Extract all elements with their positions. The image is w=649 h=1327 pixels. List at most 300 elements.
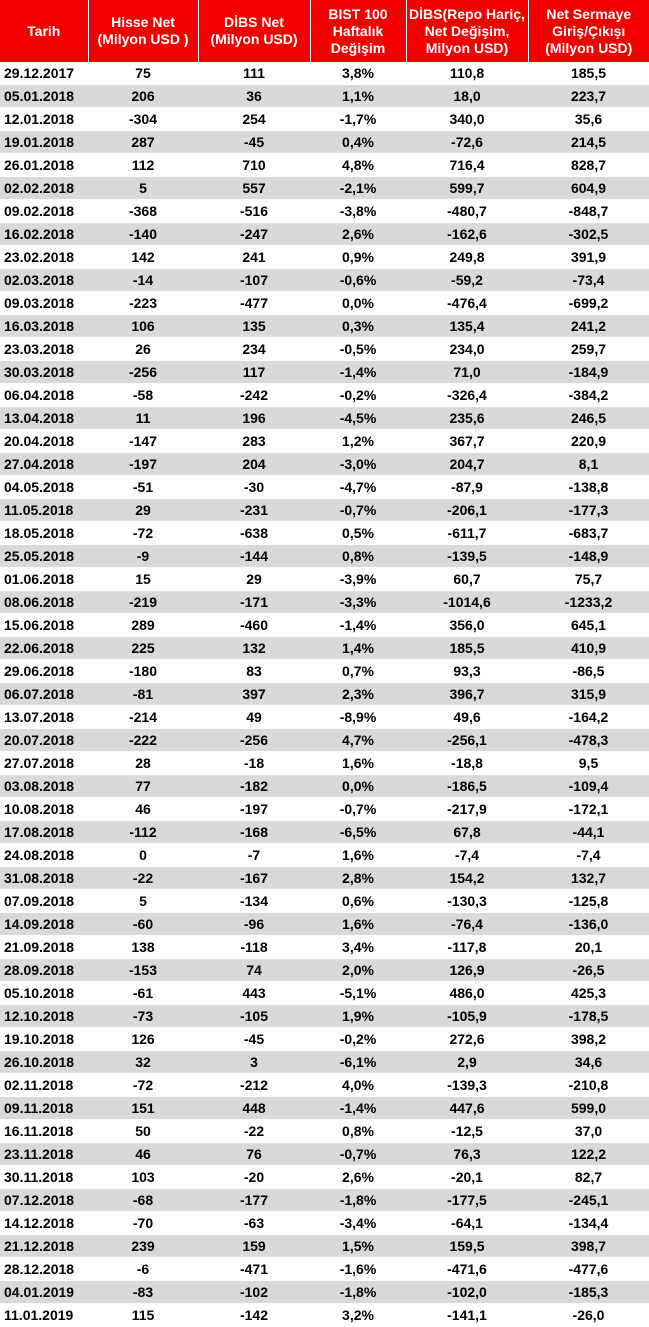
- value-cell: -1,6%: [310, 1258, 406, 1281]
- table-row: [0, 844, 649, 867]
- value-cell: 220,9: [528, 430, 649, 453]
- value-cell: -136,0: [528, 913, 649, 936]
- table-row: [0, 476, 649, 499]
- value-cell: 135,4: [406, 315, 528, 338]
- value-cell: 289: [88, 614, 198, 637]
- value-cell: 204,7: [406, 453, 528, 476]
- table-row: [0, 752, 649, 775]
- value-cell: -7,4: [406, 844, 528, 867]
- value-cell: -134,4: [528, 1212, 649, 1235]
- value-cell: 2,3%: [310, 683, 406, 706]
- date-cell: 04.05.2018: [0, 476, 88, 499]
- value-cell: -1,4%: [310, 614, 406, 637]
- table-row: [0, 821, 649, 844]
- value-cell: -1,8%: [310, 1281, 406, 1304]
- column-header-line: Değişim: [330, 39, 386, 56]
- value-cell: 154,2: [406, 867, 528, 890]
- value-cell: 132,7: [528, 867, 649, 890]
- value-cell: -81: [88, 683, 198, 706]
- date-cell: 31.08.2018: [0, 867, 88, 890]
- date-cell: 20.04.2018: [0, 430, 88, 453]
- value-cell: -638: [198, 522, 310, 545]
- table-row: [0, 361, 649, 384]
- value-cell: -471: [198, 1258, 310, 1281]
- value-cell: -60: [88, 913, 198, 936]
- table-row: [0, 568, 649, 591]
- value-cell: 599,0: [528, 1097, 649, 1120]
- table-row: [0, 798, 649, 821]
- value-cell: -61: [88, 982, 198, 1005]
- value-cell: -59,2: [406, 269, 528, 292]
- value-cell: -130,3: [406, 890, 528, 913]
- value-cell: -368: [88, 200, 198, 223]
- value-cell: 356,0: [406, 614, 528, 637]
- date-cell: 07.09.2018: [0, 890, 88, 913]
- value-cell: -58: [88, 384, 198, 407]
- value-cell: 398,7: [528, 1235, 649, 1258]
- table-row: [0, 1189, 649, 1212]
- value-cell: 0,8%: [310, 545, 406, 568]
- value-cell: 5: [88, 177, 198, 200]
- value-cell: -6,1%: [310, 1051, 406, 1074]
- value-cell: -142: [198, 1304, 310, 1327]
- value-cell: 367,7: [406, 430, 528, 453]
- value-cell: 83: [198, 660, 310, 683]
- date-cell: 29.12.2017: [0, 62, 88, 85]
- date-cell: 30.11.2018: [0, 1166, 88, 1189]
- value-cell: -72,6: [406, 131, 528, 154]
- value-cell: 75: [88, 62, 198, 85]
- table-row: [0, 62, 649, 85]
- date-cell: 20.07.2018: [0, 729, 88, 752]
- value-cell: -1,7%: [310, 108, 406, 131]
- value-cell: -476,4: [406, 292, 528, 315]
- date-cell: 21.09.2018: [0, 936, 88, 959]
- table-body: [0, 62, 649, 1327]
- value-cell: -1,4%: [310, 1097, 406, 1120]
- value-cell: 9,5: [528, 752, 649, 775]
- value-cell: -683,7: [528, 522, 649, 545]
- table-row: [0, 1143, 649, 1166]
- date-cell: 06.07.2018: [0, 683, 88, 706]
- value-cell: 115: [88, 1304, 198, 1327]
- column-header-line: (Milyon USD): [545, 39, 633, 56]
- date-cell: 22.06.2018: [0, 637, 88, 660]
- value-cell: 11: [88, 407, 198, 430]
- value-cell: -480,7: [406, 200, 528, 223]
- table-row: [0, 499, 649, 522]
- date-cell: 11.01.2019: [0, 1304, 88, 1327]
- date-cell: 23.03.2018: [0, 338, 88, 361]
- date-cell: 12.10.2018: [0, 1005, 88, 1028]
- value-cell: -182: [198, 775, 310, 798]
- value-cell: -162,6: [406, 223, 528, 246]
- value-cell: 34,6: [528, 1051, 649, 1074]
- value-cell: -64,1: [406, 1212, 528, 1235]
- value-cell: 828,7: [528, 154, 649, 177]
- value-cell: 340,0: [406, 108, 528, 131]
- value-cell: -73: [88, 1005, 198, 1028]
- value-cell: 443: [198, 982, 310, 1005]
- table-row: [0, 706, 649, 729]
- value-cell: -148,9: [528, 545, 649, 568]
- table-row: [0, 1166, 649, 1189]
- value-cell: -247: [198, 223, 310, 246]
- value-cell: 0,5%: [310, 522, 406, 545]
- value-cell: 0,6%: [310, 890, 406, 913]
- value-cell: -217,9: [406, 798, 528, 821]
- value-cell: -112: [88, 821, 198, 844]
- value-cell: -2,1%: [310, 177, 406, 200]
- value-cell: 272,6: [406, 1028, 528, 1051]
- value-cell: 223,7: [528, 85, 649, 108]
- value-cell: 2,9: [406, 1051, 528, 1074]
- value-cell: 0,9%: [310, 246, 406, 269]
- value-cell: -0,2%: [310, 384, 406, 407]
- value-cell: 1,5%: [310, 1235, 406, 1258]
- table-row: [0, 384, 649, 407]
- date-cell: 02.02.2018: [0, 177, 88, 200]
- date-cell: 16.03.2018: [0, 315, 88, 338]
- table-row: [0, 591, 649, 614]
- value-cell: -7,4: [528, 844, 649, 867]
- value-cell: 239: [88, 1235, 198, 1258]
- value-cell: -184,9: [528, 361, 649, 384]
- value-cell: -4,5%: [310, 407, 406, 430]
- value-cell: 1,6%: [310, 913, 406, 936]
- value-cell: 1,1%: [310, 85, 406, 108]
- value-cell: -210,8: [528, 1074, 649, 1097]
- value-cell: -45: [198, 1028, 310, 1051]
- value-cell: 29: [88, 499, 198, 522]
- table-row: [0, 200, 649, 223]
- value-cell: -477,6: [528, 1258, 649, 1281]
- value-cell: -164,2: [528, 706, 649, 729]
- column-header-line: BIST 100: [328, 5, 388, 22]
- value-cell: -3,0%: [310, 453, 406, 476]
- table-row: [0, 545, 649, 568]
- date-cell: 10.08.2018: [0, 798, 88, 821]
- date-cell: 11.05.2018: [0, 499, 88, 522]
- value-cell: -105,9: [406, 1005, 528, 1028]
- value-cell: 241: [198, 246, 310, 269]
- value-cell: 112: [88, 154, 198, 177]
- value-cell: -6,5%: [310, 821, 406, 844]
- value-cell: -171: [198, 591, 310, 614]
- value-cell: -87,9: [406, 476, 528, 499]
- value-cell: -3,8%: [310, 200, 406, 223]
- date-cell: 29.06.2018: [0, 660, 88, 683]
- value-cell: -144: [198, 545, 310, 568]
- value-cell: -326,4: [406, 384, 528, 407]
- value-cell: -304: [88, 108, 198, 131]
- value-cell: 138: [88, 936, 198, 959]
- value-cell: 1,2%: [310, 430, 406, 453]
- value-cell: -177,3: [528, 499, 649, 522]
- value-cell: 20,1: [528, 936, 649, 959]
- table-row: [0, 246, 649, 269]
- value-cell: -51: [88, 476, 198, 499]
- value-cell: -384,2: [528, 384, 649, 407]
- date-cell: 30.03.2018: [0, 361, 88, 384]
- value-cell: 0: [88, 844, 198, 867]
- value-cell: 196: [198, 407, 310, 430]
- value-cell: 283: [198, 430, 310, 453]
- value-cell: 18,0: [406, 85, 528, 108]
- value-cell: 254: [198, 108, 310, 131]
- date-cell: 13.04.2018: [0, 407, 88, 430]
- value-cell: -206,1: [406, 499, 528, 522]
- column-header-line: DİBS Net: [224, 14, 284, 30]
- value-cell: 204: [198, 453, 310, 476]
- value-cell: -8,9%: [310, 706, 406, 729]
- value-cell: 159,5: [406, 1235, 528, 1258]
- value-cell: 77: [88, 775, 198, 798]
- value-cell: 49: [198, 706, 310, 729]
- value-cell: 1,4%: [310, 637, 406, 660]
- value-cell: 35,6: [528, 108, 649, 131]
- value-cell: 2,0%: [310, 959, 406, 982]
- column-header-line: Tarih: [27, 22, 61, 39]
- date-cell: 08.06.2018: [0, 591, 88, 614]
- date-cell: 02.11.2018: [0, 1074, 88, 1097]
- value-cell: 1,9%: [310, 1005, 406, 1028]
- value-cell: 447,6: [406, 1097, 528, 1120]
- value-cell: -1,4%: [310, 361, 406, 384]
- value-cell: 645,1: [528, 614, 649, 637]
- value-cell: -460: [198, 614, 310, 637]
- column-header-line: Net Değişim,: [424, 22, 510, 39]
- value-cell: -180: [88, 660, 198, 683]
- value-cell: -147: [88, 430, 198, 453]
- value-cell: 76: [198, 1143, 310, 1166]
- value-cell: -45: [198, 131, 310, 154]
- value-cell: 3,2%: [310, 1304, 406, 1327]
- date-cell: 05.10.2018: [0, 982, 88, 1005]
- table-row: [0, 177, 649, 200]
- value-cell: 15: [88, 568, 198, 591]
- value-cell: 49,6: [406, 706, 528, 729]
- table-row: [0, 982, 649, 1005]
- value-cell: -141,1: [406, 1304, 528, 1327]
- value-cell: 448: [198, 1097, 310, 1120]
- table-row: [0, 1258, 649, 1281]
- value-cell: -26,0: [528, 1304, 649, 1327]
- date-cell: 14.12.2018: [0, 1212, 88, 1235]
- date-cell: 06.04.2018: [0, 384, 88, 407]
- value-cell: 4,8%: [310, 154, 406, 177]
- table-row: [0, 637, 649, 660]
- value-cell: 46: [88, 798, 198, 821]
- column-header-5: [528, 0, 649, 62]
- value-cell: 185,5: [528, 62, 649, 85]
- value-cell: -96: [198, 913, 310, 936]
- value-cell: -140: [88, 223, 198, 246]
- value-cell: -177: [198, 1189, 310, 1212]
- date-cell: 01.06.2018: [0, 568, 88, 591]
- value-cell: 132: [198, 637, 310, 660]
- table-row: [0, 1304, 649, 1327]
- value-cell: -109,4: [528, 775, 649, 798]
- value-cell: -177,5: [406, 1189, 528, 1212]
- column-header-line: Milyon USD): [425, 39, 509, 56]
- table-row: [0, 913, 649, 936]
- date-cell: 23.11.2018: [0, 1143, 88, 1166]
- value-cell: -848,7: [528, 200, 649, 223]
- table-row: [0, 614, 649, 637]
- table-row: [0, 1074, 649, 1097]
- table-row: [0, 959, 649, 982]
- table-row: [0, 154, 649, 177]
- value-cell: -70: [88, 1212, 198, 1235]
- table-row: [0, 775, 649, 798]
- date-cell: 15.06.2018: [0, 614, 88, 637]
- value-cell: -168: [198, 821, 310, 844]
- date-cell: 28.12.2018: [0, 1258, 88, 1281]
- value-cell: 76,3: [406, 1143, 528, 1166]
- table-row: [0, 430, 649, 453]
- value-cell: 397: [198, 683, 310, 706]
- date-cell: 03.08.2018: [0, 775, 88, 798]
- table-row: [0, 660, 649, 683]
- value-cell: -1233,2: [528, 591, 649, 614]
- date-cell: 23.02.2018: [0, 246, 88, 269]
- value-cell: 3,8%: [310, 62, 406, 85]
- table-row: [0, 1212, 649, 1235]
- value-cell: -134: [198, 890, 310, 913]
- value-cell: -153: [88, 959, 198, 982]
- value-cell: -0,6%: [310, 269, 406, 292]
- value-cell: -222: [88, 729, 198, 752]
- value-cell: -231: [198, 499, 310, 522]
- value-cell: -22: [88, 867, 198, 890]
- table-row: [0, 453, 649, 476]
- value-cell: 110,8: [406, 62, 528, 85]
- value-cell: -477: [198, 292, 310, 315]
- value-cell: 2,8%: [310, 867, 406, 890]
- date-cell: 25.05.2018: [0, 545, 88, 568]
- date-cell: 04.01.2019: [0, 1281, 88, 1304]
- value-cell: -73,4: [528, 269, 649, 292]
- value-cell: 214,5: [528, 131, 649, 154]
- value-cell: -30: [198, 476, 310, 499]
- value-cell: 0,3%: [310, 315, 406, 338]
- value-cell: -102: [198, 1281, 310, 1304]
- column-header-0: [0, 0, 88, 62]
- value-cell: -478,3: [528, 729, 649, 752]
- value-cell: 3,4%: [310, 936, 406, 959]
- value-cell: 486,0: [406, 982, 528, 1005]
- value-cell: 93,3: [406, 660, 528, 683]
- value-cell: 234: [198, 338, 310, 361]
- value-cell: -107: [198, 269, 310, 292]
- value-cell: -3,4%: [310, 1212, 406, 1235]
- value-cell: 206: [88, 85, 198, 108]
- table-row: [0, 85, 649, 108]
- date-cell: 09.03.2018: [0, 292, 88, 315]
- value-cell: 0,4%: [310, 131, 406, 154]
- value-cell: 710: [198, 154, 310, 177]
- value-cell: -86,5: [528, 660, 649, 683]
- value-cell: -139,3: [406, 1074, 528, 1097]
- value-cell: 396,7: [406, 683, 528, 706]
- value-cell: -83: [88, 1281, 198, 1304]
- date-cell: 02.03.2018: [0, 269, 88, 292]
- value-cell: 259,7: [528, 338, 649, 361]
- date-cell: 27.07.2018: [0, 752, 88, 775]
- value-cell: -699,2: [528, 292, 649, 315]
- column-header-3: [310, 0, 406, 62]
- table-row: [0, 108, 649, 131]
- date-cell: 13.07.2018: [0, 706, 88, 729]
- value-cell: -102,0: [406, 1281, 528, 1304]
- table-row: [0, 683, 649, 706]
- table-row: [0, 1028, 649, 1051]
- table-row: [0, 292, 649, 315]
- value-cell: -1014,6: [406, 591, 528, 614]
- value-cell: 122,2: [528, 1143, 649, 1166]
- value-cell: 142: [88, 246, 198, 269]
- value-cell: 29: [198, 568, 310, 591]
- value-cell: -3,9%: [310, 568, 406, 591]
- column-header-line: DİBS(Repo Hariç,: [409, 5, 525, 22]
- value-cell: 36: [198, 85, 310, 108]
- value-cell: 5: [88, 890, 198, 913]
- value-cell: -72: [88, 1074, 198, 1097]
- value-cell: 234,0: [406, 338, 528, 361]
- value-cell: -4,7%: [310, 476, 406, 499]
- column-header-line: Net Sermaye: [546, 5, 632, 22]
- table-row: [0, 1005, 649, 1028]
- date-cell: 14.09.2018: [0, 913, 88, 936]
- value-cell: -245,1: [528, 1189, 649, 1212]
- date-cell: 21.12.2018: [0, 1235, 88, 1258]
- value-cell: 3: [198, 1051, 310, 1074]
- value-cell: 1,6%: [310, 752, 406, 775]
- column-header-line: Hisse Net: [111, 14, 175, 30]
- value-cell: 135: [198, 315, 310, 338]
- table-row: [0, 1097, 649, 1120]
- value-cell: -471,6: [406, 1258, 528, 1281]
- value-cell: -72: [88, 522, 198, 545]
- date-cell: 27.04.2018: [0, 453, 88, 476]
- date-cell: 17.08.2018: [0, 821, 88, 844]
- value-cell: 117: [198, 361, 310, 384]
- value-cell: 159: [198, 1235, 310, 1258]
- date-cell: 19.01.2018: [0, 131, 88, 154]
- value-cell: 103: [88, 1166, 198, 1189]
- value-cell: 235,6: [406, 407, 528, 430]
- column-header-4: [406, 0, 528, 62]
- value-cell: -302,5: [528, 223, 649, 246]
- value-cell: -0,5%: [310, 338, 406, 361]
- date-cell: 05.01.2018: [0, 85, 88, 108]
- value-cell: 557: [198, 177, 310, 200]
- value-cell: 111: [198, 62, 310, 85]
- value-cell: -178,5: [528, 1005, 649, 1028]
- value-cell: -0,7%: [310, 1143, 406, 1166]
- value-cell: 75,7: [528, 568, 649, 591]
- value-cell: -76,4: [406, 913, 528, 936]
- value-cell: 391,9: [528, 246, 649, 269]
- table-row: [0, 315, 649, 338]
- value-cell: -9: [88, 545, 198, 568]
- table-row: [0, 223, 649, 246]
- column-header-1: [88, 0, 198, 62]
- table-row: [0, 1235, 649, 1258]
- value-cell: -197: [88, 453, 198, 476]
- value-cell: -1,8%: [310, 1189, 406, 1212]
